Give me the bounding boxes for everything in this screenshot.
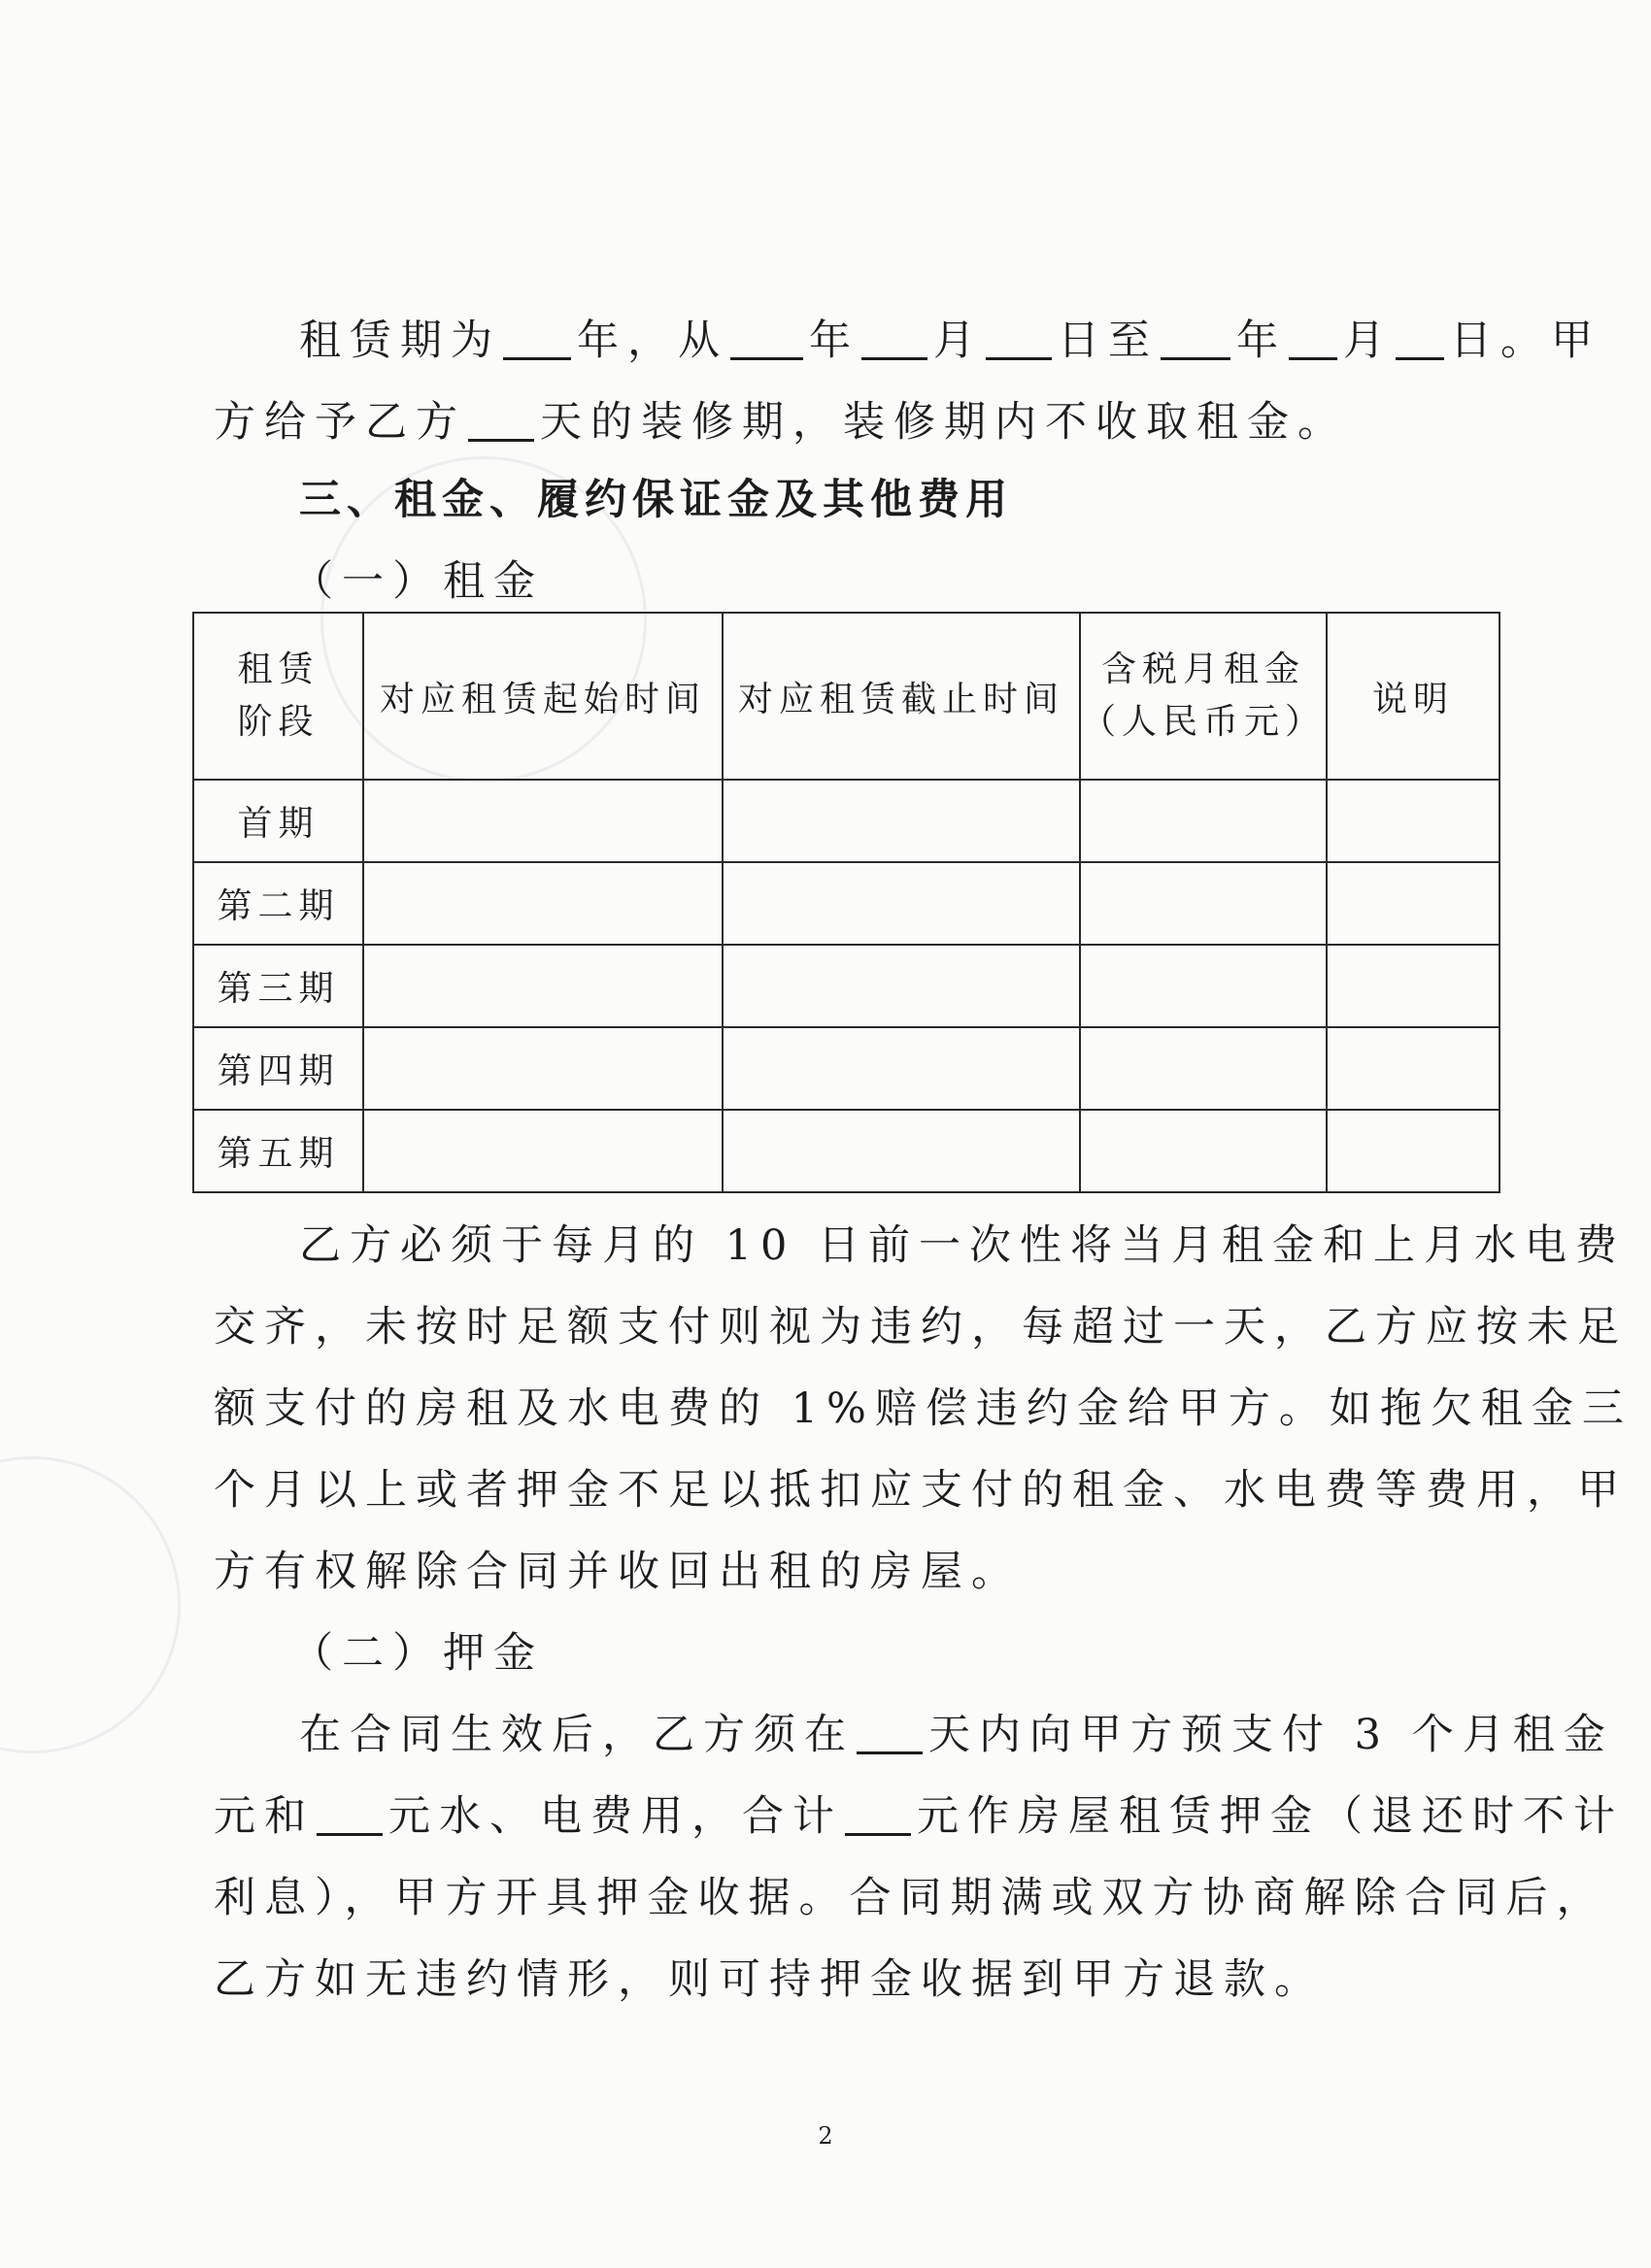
text: 含税月租金: [1100, 650, 1305, 689]
cell-note[interactable]: [1327, 1027, 1499, 1110]
blank-years[interactable]: [503, 320, 571, 360]
blank-deposit-days[interactable]: [857, 1715, 923, 1754]
header-stage: [193, 613, 363, 780]
text: 年: [1236, 317, 1287, 365]
table-row: [193, 780, 1499, 862]
cell-start[interactable]: [363, 945, 723, 1027]
text: （人民币元）: [1081, 702, 1327, 742]
row-stage-label: 第四期: [193, 1027, 363, 1110]
header-note: 说明: [1327, 613, 1499, 780]
lease-term-line: [299, 317, 1601, 365]
row-stage-label: 第五期: [193, 1110, 363, 1192]
table-row: [193, 1027, 1499, 1110]
rent-table: [192, 612, 1500, 1193]
section-3-title: 三、租金、履约保证金及其他费用: [299, 476, 1013, 524]
deposit-line-4: 乙方如无违约情形，则可持押金收据到甲方退款。: [214, 1955, 1325, 2004]
cell-note[interactable]: [1327, 862, 1499, 945]
cell-rent[interactable]: [1080, 862, 1327, 945]
text: 日。甲: [1450, 317, 1601, 365]
cell-end[interactable]: [723, 945, 1080, 1027]
blank-decoration-days[interactable]: [468, 402, 534, 442]
text: 月: [1343, 317, 1394, 365]
text: 月: [933, 317, 984, 365]
cell-start[interactable]: [363, 1110, 723, 1192]
deposit-line-3: 利息），甲方开具押金收据。合同期满或双方协商解除合同后，: [214, 1874, 1607, 1922]
text: 租赁期为: [299, 317, 501, 365]
text: 方给予乙方: [214, 398, 466, 447]
row-stage-label: 第二期: [193, 862, 363, 945]
text: 元和: [214, 1792, 315, 1841]
payment-terms-line-2: 交齐，未按时足额支付则视为违约，每超过一天，乙方应按未足: [214, 1303, 1628, 1351]
cell-note[interactable]: [1327, 1110, 1499, 1192]
deposit-line-2: [214, 1792, 1624, 1841]
table-row: [193, 862, 1499, 945]
rent-table-header: [193, 613, 1499, 780]
table-row: [193, 945, 1499, 1027]
text: 日至: [1058, 317, 1159, 365]
table-row: [193, 1110, 1499, 1192]
payment-terms-line-3: 额支付的房租及水电费的 1%赔偿违约金给甲方。如拖欠租金三: [214, 1384, 1633, 1433]
header-monthly-rent: [1080, 613, 1327, 780]
subsection-rent-title: （一）租金: [291, 557, 544, 606]
decoration-period-line: [214, 398, 1348, 447]
cell-end[interactable]: [723, 1110, 1080, 1192]
text: 元作房屋租赁押金（退还时不计: [917, 1792, 1624, 1841]
faint-stamp-mark-left: [0, 1456, 181, 1753]
cell-rent[interactable]: [1080, 780, 1327, 862]
text: 年: [809, 317, 859, 365]
text: 阶段: [237, 702, 320, 742]
text: 在合同生效后，乙方须在: [299, 1711, 855, 1759]
blank-start-month[interactable]: [861, 320, 927, 360]
cell-end[interactable]: [723, 1027, 1080, 1110]
cell-note[interactable]: [1327, 780, 1499, 862]
cell-rent[interactable]: [1080, 945, 1327, 1027]
cell-note[interactable]: [1327, 945, 1499, 1027]
text: 年，从: [577, 317, 728, 365]
text: 租赁: [237, 650, 320, 689]
header-end-time: 对应租赁截止时间: [723, 613, 1080, 780]
cell-start[interactable]: [363, 862, 723, 945]
text: 天的装修期，装修期内不收取租金。: [540, 398, 1348, 447]
cell-rent[interactable]: [1080, 1110, 1327, 1192]
cell-start[interactable]: [363, 1027, 723, 1110]
blank-rent-deposit[interactable]: [317, 1796, 383, 1836]
blank-start-day[interactable]: [986, 320, 1052, 360]
payment-terms-line-4: 个月以上或者押金不足以抵扣应支付的租金、水电费等费用，甲: [214, 1466, 1628, 1515]
blank-end-month[interactable]: [1289, 320, 1337, 360]
deposit-line-1: [299, 1711, 1614, 1759]
cell-end[interactable]: [723, 862, 1080, 945]
cell-start[interactable]: [363, 780, 723, 862]
blank-end-day[interactable]: [1396, 320, 1444, 360]
blank-deposit-total[interactable]: [845, 1796, 911, 1836]
text: 元水、电费用，合计: [388, 1792, 843, 1841]
payment-terms-line-5: 方有权解除合同并收回出租的房屋。: [214, 1548, 1022, 1596]
page-number: 2: [818, 2122, 833, 2150]
row-stage-label: 首期: [193, 780, 363, 862]
row-stage-label: 第三期: [193, 945, 363, 1027]
cell-end[interactable]: [723, 780, 1080, 862]
cell-rent[interactable]: [1080, 1027, 1327, 1110]
text: 天内向甲方预支付 3 个月租金: [928, 1711, 1614, 1759]
blank-end-year[interactable]: [1161, 320, 1230, 360]
blank-start-year[interactable]: [730, 320, 803, 360]
payment-terms-line-1: 乙方必须于每月的 10 日前一次性将当月租金和上月水电费: [299, 1221, 1627, 1270]
header-start-time: 对应租赁起始时间: [363, 613, 723, 780]
subsection-deposit-title: （二）押金: [291, 1629, 544, 1678]
